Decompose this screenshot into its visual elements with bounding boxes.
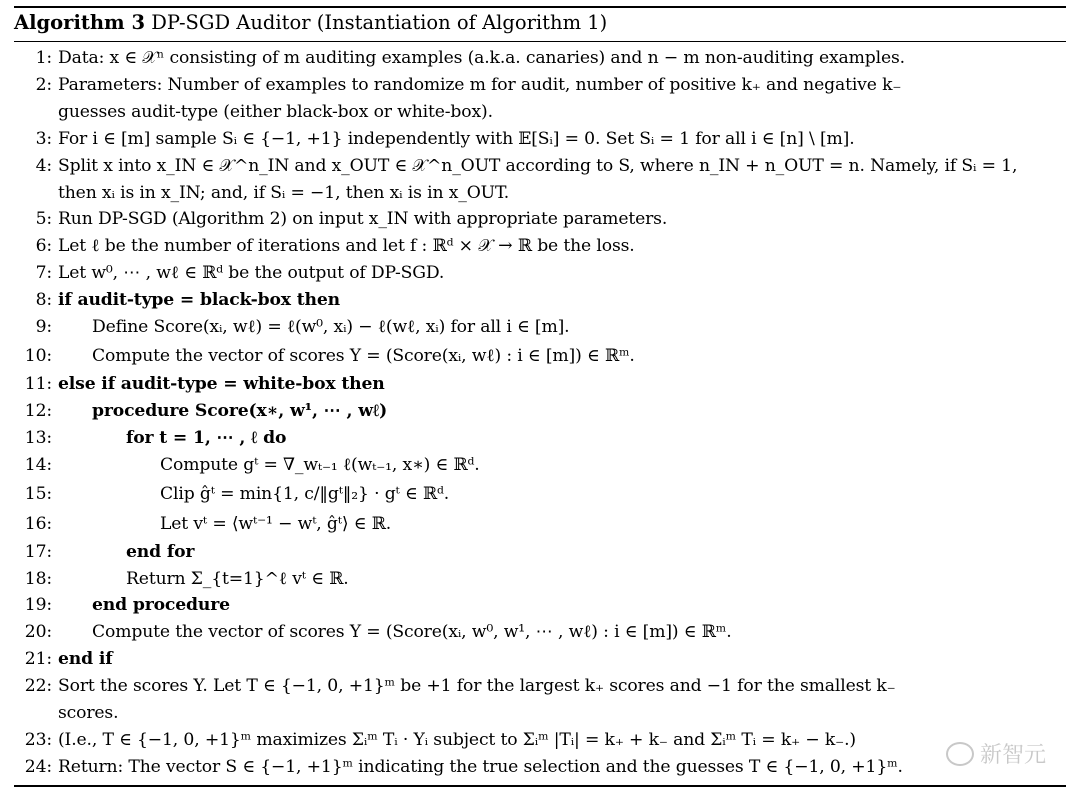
line-number: 2:	[35, 74, 52, 95]
line-text: procedure Score(x∗, w¹, ⋯ , wℓ)	[92, 400, 388, 421]
line-text: if audit-type = black-box then	[58, 290, 340, 311]
line-number: 3:	[35, 128, 52, 149]
line-number: 19:	[24, 595, 52, 616]
line-number: 4:	[35, 155, 52, 176]
line-text: Compute gᵗ = ∇_wₜ₋₁ ℓ(wₜ₋₁, x∗) ∈ ℝᵈ.	[160, 454, 480, 475]
line-number: 21:	[24, 649, 52, 670]
algorithm-label: Algorithm 3	[14, 11, 146, 34]
algorithm-line	[14, 341, 1066, 371]
wechat-icon	[946, 742, 974, 766]
line-number: 5:	[35, 209, 52, 230]
line-number: 9:	[35, 317, 52, 338]
line-number: 11:	[24, 373, 52, 394]
algorithm-line	[14, 727, 1066, 754]
algorithm-line	[14, 479, 1066, 509]
line-text: Split x into x_IN ∈ 𝒳^n_IN and x_OUT ∈ 𝒳^n_OUT according to S, where n_IN + n_OUT = n. Namely, if Sᵢ = 1,	[58, 155, 1018, 176]
line-number: 8:	[35, 290, 52, 311]
algorithm-line	[14, 673, 1066, 700]
line-text: end if	[58, 649, 113, 670]
algorithm-line	[14, 398, 1066, 425]
algorithm-line	[14, 233, 1066, 260]
line-text: end for	[126, 541, 195, 562]
line-text: Compute the vector of scores Y = (Score(xᵢ, wℓ) : i ∈ [m]) ∈ ℝᵐ.	[92, 345, 635, 366]
line-number: 18:	[24, 568, 52, 589]
line-text: guesses audit-type (either black-box or white-box).	[58, 101, 493, 122]
line-number: 7:	[35, 263, 52, 284]
algorithm-title: DP-SGD Auditor (Instantiation of Algorithm 1)	[151, 11, 608, 34]
algorithm-box	[14, 6, 1066, 787]
line-number	[14, 99, 58, 126]
line-number: 16:	[24, 513, 52, 534]
line-text: Sort the scores Y. Let T ∈ {−1, 0, +1}ᵐ be +1 for the largest k₊ scores and −1 for the smallest k₋	[58, 676, 896, 697]
watermark	[946, 738, 1046, 769]
algorithm-lines	[14, 45, 1066, 781]
line-text: then xᵢ is in x_IN; and, if Sᵢ = −1, then xᵢ is in x_OUT.	[58, 182, 510, 203]
line-text: Data: x ∈ 𝒳ⁿ consisting of m auditing examples (a.k.a. canaries) and n − m non-auditing examples.	[58, 48, 905, 68]
algorithm-line	[14, 72, 1066, 99]
line-number: 20:	[24, 622, 52, 643]
algorithm-line	[14, 646, 1066, 673]
line-text: Let vᵗ = ⟨wᵗ⁻¹ − wᵗ, ĝᵗ⟩ ∈ ℝ.	[160, 513, 392, 534]
algorithm-line	[14, 509, 1066, 539]
line-text: Return Σ_{t=1}^ℓ vᵗ ∈ ℝ.	[126, 568, 349, 589]
line-number: 1:	[35, 48, 52, 68]
algorithm-line	[14, 206, 1066, 233]
line-text: scores.	[58, 703, 119, 724]
algorithm-line	[14, 452, 1066, 479]
algorithm-line	[14, 314, 1066, 341]
line-number: 23:	[24, 729, 52, 750]
algorithm-line	[14, 153, 1066, 180]
algorithm-line	[14, 371, 1066, 398]
algorithm-line	[14, 539, 1066, 566]
line-number: 6:	[35, 236, 52, 257]
line-text: Let ℓ be the number of iterations and let f : ℝᵈ × 𝒳 → ℝ be the loss.	[58, 236, 635, 257]
algorithm-header	[14, 8, 1066, 38]
line-number: 12:	[24, 400, 52, 421]
bottom-rule	[14, 785, 1066, 787]
line-number: 13:	[24, 427, 52, 448]
header-rule	[14, 41, 1066, 42]
line-text: end procedure	[92, 595, 230, 616]
algorithm-line	[14, 126, 1066, 153]
algorithm-line	[14, 619, 1066, 646]
line-text: else if audit-type = white-box then	[58, 373, 385, 394]
algorithm-line	[14, 566, 1066, 593]
algorithm-line	[14, 754, 1066, 781]
line-number: 10:	[24, 345, 52, 366]
algorithm-line	[14, 700, 1066, 727]
algorithm-line	[14, 592, 1066, 619]
line-number: 24:	[24, 756, 52, 777]
algorithm-line	[14, 425, 1066, 452]
algorithm-line	[14, 260, 1066, 287]
line-text: Let w⁰, ⋯ , wℓ ∈ ℝᵈ be the output of DP-SGD.	[58, 263, 445, 284]
algorithm-line	[14, 45, 1066, 72]
line-number: 15:	[24, 483, 52, 504]
algorithm-line	[14, 287, 1066, 314]
watermark-text: 新智元	[979, 743, 1046, 768]
line-number	[14, 180, 58, 207]
line-text: Compute the vector of scores Y = (Score(xᵢ, w⁰, w¹, ⋯ , wℓ) : i ∈ [m]) ∈ ℝᵐ.	[92, 622, 732, 643]
line-number	[14, 700, 58, 727]
line-text: Parameters: Number of examples to randomize m for audit, number of positive k₊ and negative k₋	[58, 74, 902, 95]
line-text: Define Score(xᵢ, wℓ) = ℓ(w⁰, xᵢ) − ℓ(wℓ, xᵢ) for all i ∈ [m].	[92, 317, 570, 338]
line-number: 17:	[24, 541, 52, 562]
algorithm-line	[14, 99, 1066, 126]
line-text: (I.e., T ∈ {−1, 0, +1}ᵐ maximizes Σᵢᵐ Tᵢ · Yᵢ subject to Σᵢᵐ |Tᵢ| = k₊ + k₋ and Σᵢᵐ Tᵢ = k₊ − k₋.)	[58, 729, 856, 750]
line-text: Run DP-SGD (Algorithm 2) on input x_IN with appropriate parameters.	[58, 209, 668, 230]
algorithm-line	[14, 180, 1066, 207]
line-text: for t = 1, ⋯ , ℓ do	[126, 427, 287, 448]
line-number: 22:	[24, 676, 52, 697]
line-number: 14:	[24, 454, 52, 475]
line-text: Return: The vector S ∈ {−1, +1}ᵐ indicating the true selection and the guesses T ∈ {−1, 0, +1}ᵐ.	[58, 756, 903, 777]
line-text: Clip ĝᵗ = min{1, c/‖gᵗ‖₂} · gᵗ ∈ ℝᵈ.	[160, 483, 450, 504]
line-text: For i ∈ [m] sample Sᵢ ∈ {−1, +1} independently with 𝔼[Sᵢ] = 0. Set Sᵢ = 1 for all i ∈ [n] \ [m].	[58, 128, 855, 149]
